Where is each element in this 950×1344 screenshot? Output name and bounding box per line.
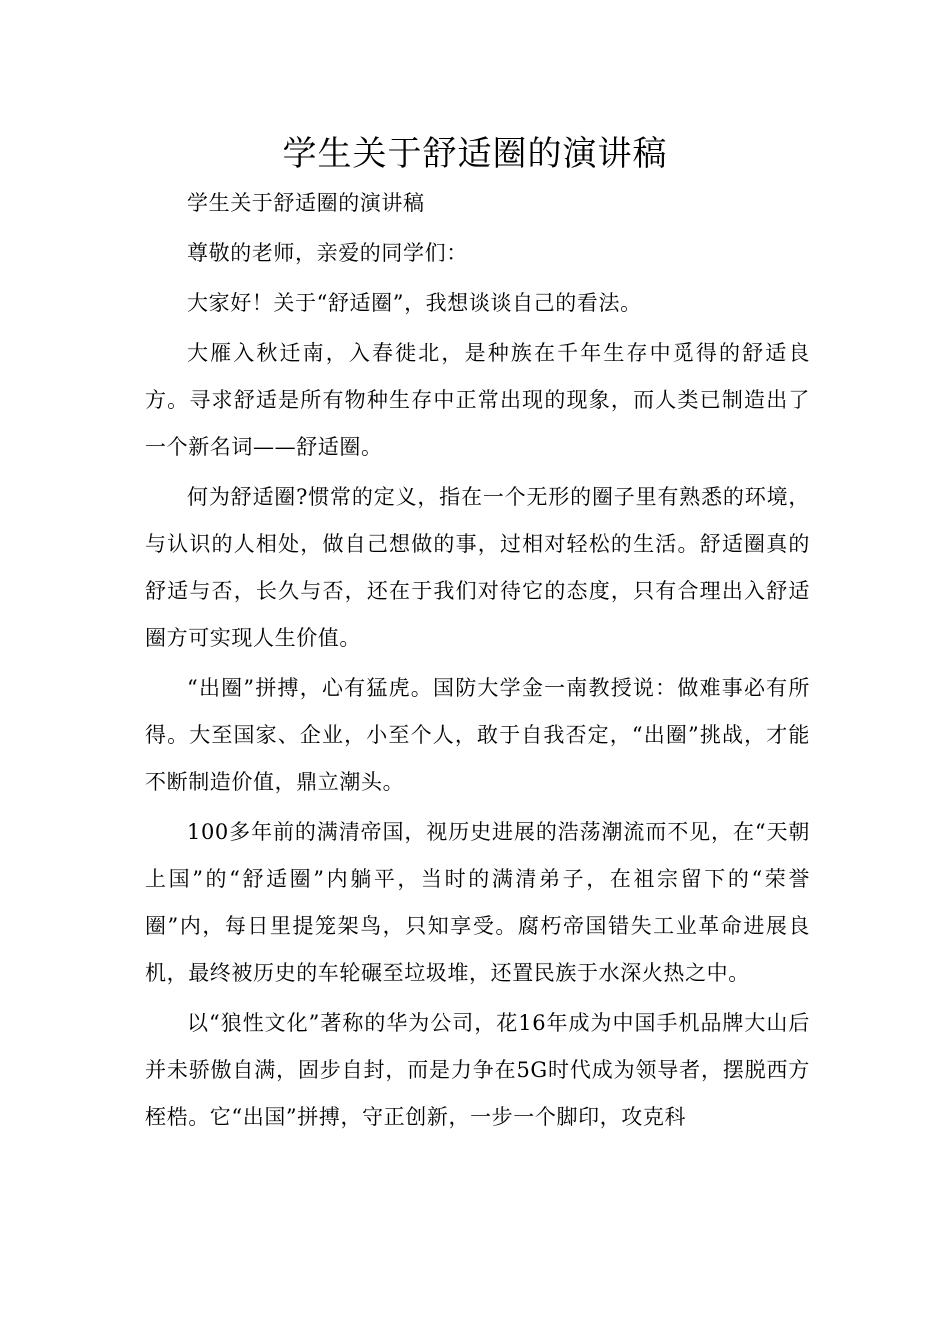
paragraph: 大雁入秋迁南，入春徙北，是种族在千年生存中觅得的舒适良方。寻求舒适是所有物种生存中正常出现的现象，而人类已制造出了一个新名词——舒适圈。 [145, 341, 810, 459]
paragraph: 尊敬的老师，亲爱的同学们： [187, 241, 468, 265]
paragraph: 以“狼性文化”著称的华为公司，花16年成为中国手机品牌大山后并未骄傲自满，固步自封，而是力争在5G时代成为领导者，摆脱西方桎梏。它“出国”拼搏，守正创新，一步一个脚印，攻克科 [145, 1011, 810, 1129]
paragraph: 大家好！关于“舒适圈”，我想谈谈自己的看法。 [187, 291, 642, 315]
document-body [145, 180, 810, 1144]
paragraph: 学生关于舒适圈的演讲稿 [187, 191, 425, 215]
document-title: 学生关于舒适圈的演讲稿 [282, 134, 668, 174]
paragraph: “出圈”拼搏，心有猛虎。国防大学金一南教授说：做难事必有所得。大至国家、企业，小至个人，敢于自我否定，“出圈”挑战，才能不断制造价值，鼎立潮头。 [145, 676, 810, 794]
paragraph: 100多年前的满清帝国，视历史进展的浩荡潮流而不见，在“天朝上国”的“舒适圈”内躺平，当时的满清弟子，在祖宗留下的“荣誉圈”内，每日里提笼架鸟，只知享受。腐朽帝国错失工业革命进展良机，最终被历史的车轮碾至垃圾堆，还置民族于水深火热之中。 [145, 820, 810, 985]
paragraph: 何为舒适圈?惯常的定义，指在一个无形的圈子里有熟悉的环境，与认识的人相处，做自己想做的事，过相对轻松的生活。舒适圈真的舒适与否，长久与否，还在于我们对待它的态度，只有合理出入舒适圈方可实现人生价值。 [145, 485, 810, 650]
